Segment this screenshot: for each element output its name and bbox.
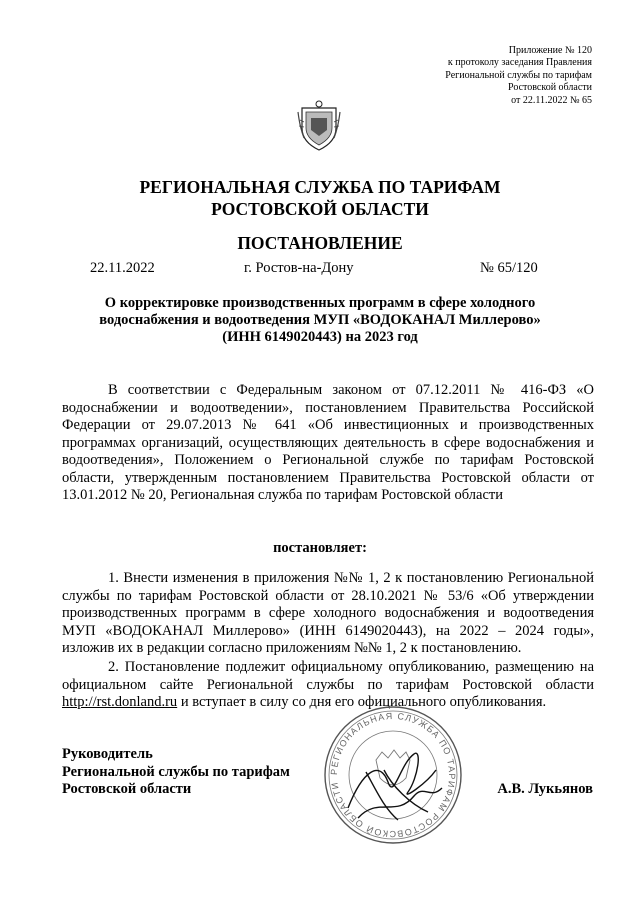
organization-title-line: РЕГИОНАЛЬНАЯ СЛУЖБА ПО ТАРИФАМ (139, 177, 501, 197)
document-type: ПОСТАНОВЛЕНИЕ (237, 233, 403, 253)
signer-name: А.В. Лукьянов (497, 781, 593, 797)
appendix-line: Региональной службы по тарифам (445, 69, 592, 81)
organization-title (0, 176, 640, 220)
appendix-line: Ростовской области (508, 82, 592, 94)
appendix-line: от 22.11.2022 № 65 (511, 94, 592, 106)
website-link[interactable]: http://rst.donland.ru (62, 694, 178, 710)
appendix-line: к протоколу заседания Правления (447, 57, 592, 69)
svg-text:РЕГИОНАЛЬНАЯ СЛУЖБА ПО ТАРИФАМ (329, 711, 457, 839)
document-subject (60, 295, 580, 346)
subject-line: О корректировке производственных программ в сфере холодного (104, 295, 536, 311)
signer-position-line: Руководитель (62, 746, 153, 762)
document-date: 22.11.2022 (90, 260, 155, 276)
document-number: № 65/120 (480, 260, 538, 276)
signer-position-line: Ростовской области (62, 781, 192, 797)
subject-line: (ИНН 6149020443) на 2023 год (222, 329, 418, 345)
resolution-item-1: 1. Внести изменения в приложения №№ 1, 2 к постановлению Региональной службы по тарифам Ростовской области от 28.10.2021 № 53/6 «Об утверждении производственных программ в сфере холодного водоснабжения и водоотведения МУП «ВОДОКАНАЛ Миллерово» (ИНН 6149020443), на 2022 – 2024 годы», изложив их в редакции согласно приложениям №№ 1, 2 к постановлению. (62, 570, 594, 656)
document-meta (0, 260, 640, 278)
signer-position-line: Региональной службы по тарифам (62, 763, 290, 780)
coat-of-arms-icon (296, 98, 342, 152)
item-2-text-end: и вступает в силу со дня его официального опубликования. (177, 694, 547, 710)
organization-title-line: РОСТОВСКОЙ ОБЛАСТИ (211, 199, 429, 219)
handwritten-signature (348, 753, 442, 820)
subject-line: водоснабжения и водоотведения МУП «ВОДОКАНАЛ Миллерово» (99, 312, 541, 328)
preamble-paragraph: В соответствии с Федеральным законом от 07.12.2011 № 416-ФЗ «О водоснабжении и водоотведении», постановлением Правительства Российской Федерации от 29.07.2013 № 641 «Об инвестиционных и производственных программах организаций, осуществляющих деятельность в сфере водоснабжения и водоотведения», Положением о Региональной службе по тарифам Ростовской области, утвержденным постановлением Правительства Ростовской области от 13.01.2012 № 20, Региональная служба по тарифам Ростовской области (62, 382, 594, 503)
seal-text: РЕГИОНАЛЬНАЯ СЛУЖБА ПО ТАРИФАМ РОСТОВСКОЙ ОБЛАСТИ (328, 710, 458, 840)
item-2-text-start: 2. Постановление подлежит официальному опубликованию, размещению на официальном сайте Региональной службы по тарифам Ростовской области (62, 659, 594, 693)
document-city: г. Ростов-на-Дону (244, 260, 354, 276)
signer-position (62, 746, 290, 799)
resolves-heading: постановляет: (273, 540, 367, 556)
appendix-note (445, 45, 592, 107)
appendix-line: Приложение № 120 (508, 45, 592, 56)
official-seal-icon (318, 700, 468, 850)
